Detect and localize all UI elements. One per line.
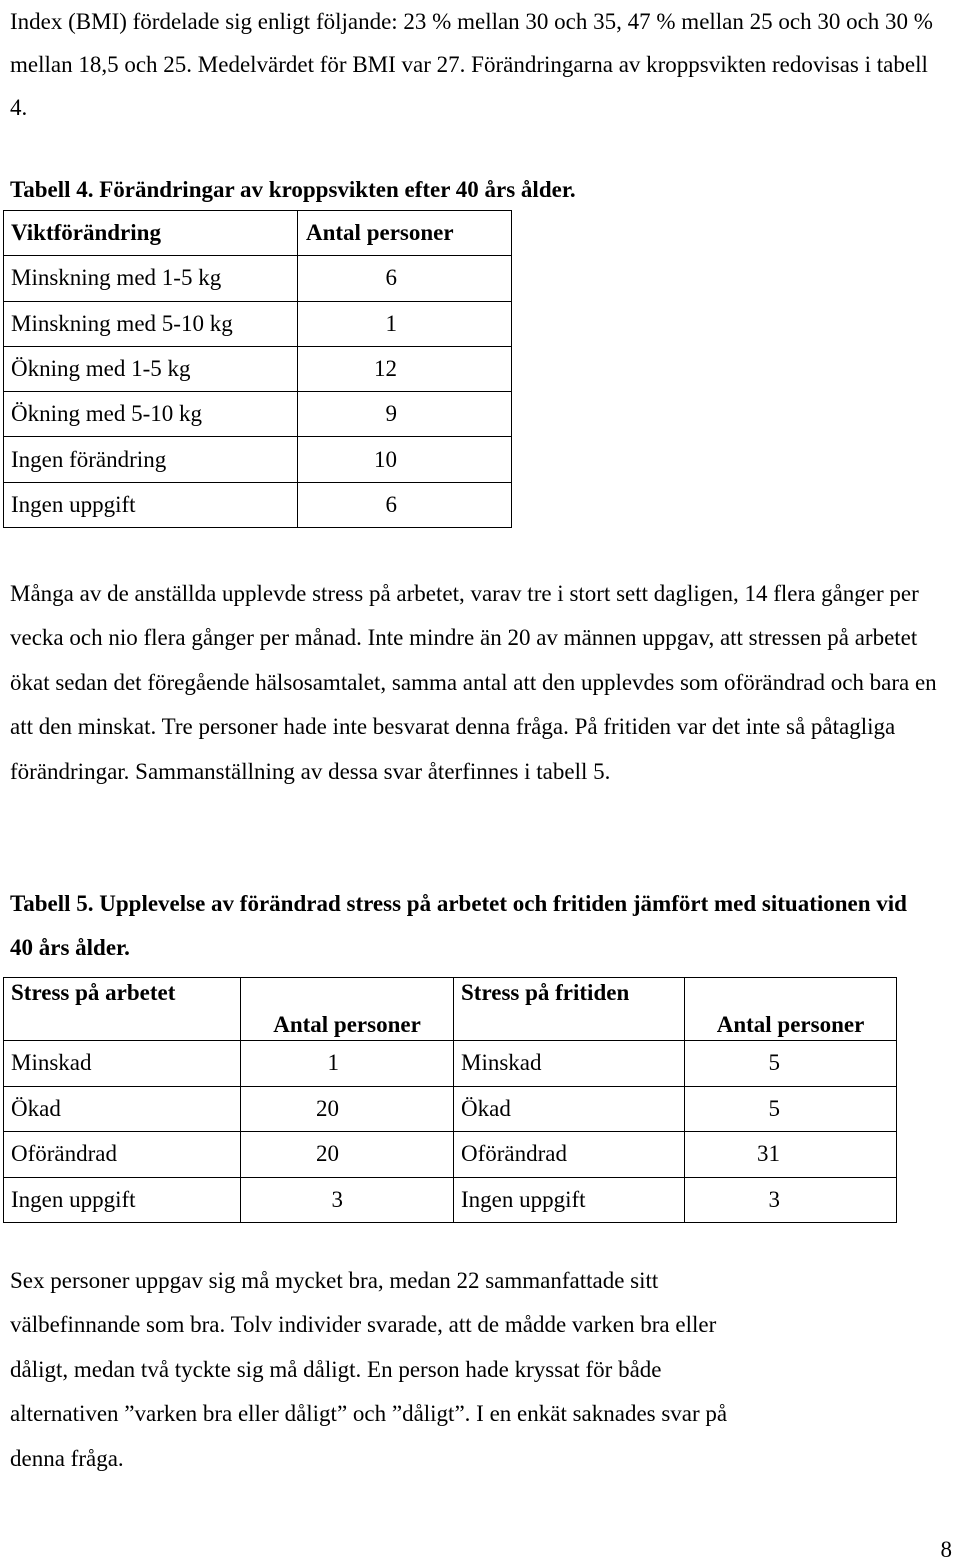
leisure-label: Ökad: [454, 1086, 685, 1132]
column-header: Stress på arbetet: [4, 978, 241, 1041]
table-row: [4, 301, 512, 346]
work-value: 20: [241, 1086, 454, 1132]
leisure-value: 5: [685, 1086, 897, 1132]
table-row: [4, 1177, 897, 1223]
table-header-row: [4, 978, 897, 1041]
column-header: Antal personer: [241, 978, 454, 1041]
row-value: 9: [298, 392, 512, 437]
intro-paragraph: Index (BMI) fördelade sig enligt följande: 23 % mellan 30 och 35, 47 % mellan 25 och 30 och 30 % mellan 18,5 och 25. Medelvärdet för BMI var 27. Förändringarna av kroppsvikten redovisas i tabell 4.: [10, 9, 933, 120]
row-label: Ingen uppgift: [4, 482, 298, 527]
leisure-label: Minskad: [454, 1041, 685, 1087]
table-row: [4, 1086, 897, 1132]
leisure-value: 3: [685, 1177, 897, 1223]
table-header-row: [4, 211, 512, 256]
work-label: Minskad: [4, 1041, 241, 1087]
row-label: Ingen förändring: [4, 437, 298, 482]
row-value: 1: [298, 301, 512, 346]
table-row: [4, 482, 512, 527]
table-row: [4, 346, 512, 391]
work-value: 1: [241, 1041, 454, 1087]
work-label: Ökad: [4, 1086, 241, 1132]
row-label: Ökning med 1-5 kg: [4, 346, 298, 391]
page-number: 8: [940, 1537, 952, 1562]
table-row: [4, 1041, 897, 1087]
table-row: [4, 1132, 897, 1178]
row-label: Minskning med 5-10 kg: [4, 301, 298, 346]
table-row: [4, 256, 512, 301]
row-value: 6: [298, 256, 512, 301]
row-value: 6: [298, 482, 512, 527]
table-row: [4, 392, 512, 437]
leisure-label: Ingen uppgift: [454, 1177, 685, 1223]
weight-change-table: [3, 210, 512, 528]
column-header: Antal personer: [685, 978, 897, 1041]
wellbeing-paragraph: Sex personer uppgav sig må mycket bra, medan 22 sammanfattade sitt välbefinnande som bra. Tolv individer svarade, att de mådde varken bra eller dåligt, medan två tyckte sig må dåligt. En person hade kryssat för både alternativen ”varken bra eller dåligt” och ”dåligt”. I en enkät saknades svar på denna fråga.: [10, 1268, 728, 1471]
column-header: Viktförändring: [4, 211, 298, 256]
column-header: Antal personer: [298, 211, 512, 256]
column-header: Stress på fritiden: [454, 978, 685, 1041]
work-value: 20: [241, 1132, 454, 1178]
work-label: Oförändrad: [4, 1132, 241, 1178]
leisure-label: Oförändrad: [454, 1132, 685, 1178]
stress-table: [3, 977, 897, 1223]
row-label: Minskning med 1-5 kg: [4, 256, 298, 301]
table5-caption: Tabell 5. Upplevelse av förändrad stress på arbetet och fritiden jämfört med situationen vid 40 års ålder.: [10, 891, 907, 960]
table4-caption: Tabell 4. Förändringar av kroppsvikten efter 40 års ålder.: [10, 177, 576, 202]
leisure-value: 31: [685, 1132, 897, 1178]
table-row: [4, 437, 512, 482]
stress-paragraph: Många av de anställda upplevde stress på arbetet, varav tre i stort sett dagligen, 14 flera gånger per vecka och nio flera gånger per månad. Inte mindre än 20 av männen uppgav, att stressen på arbetet ökat sedan det föregående hälsosamtalet, samma antal att den upplevdes som oförändrad och bara en att den minskat. Tre personer hade inte besvarat denna fråga. På fritiden var det inte så påtagliga förändringar. Sammanställning av dessa svar återfinnes i tabell 5.: [10, 581, 937, 784]
work-label: Ingen uppgift: [4, 1177, 241, 1223]
row-value: 12: [298, 346, 512, 391]
work-value: 3: [241, 1177, 454, 1223]
leisure-value: 5: [685, 1041, 897, 1087]
row-label: Ökning med 5-10 kg: [4, 392, 298, 437]
row-value: 10: [298, 437, 512, 482]
